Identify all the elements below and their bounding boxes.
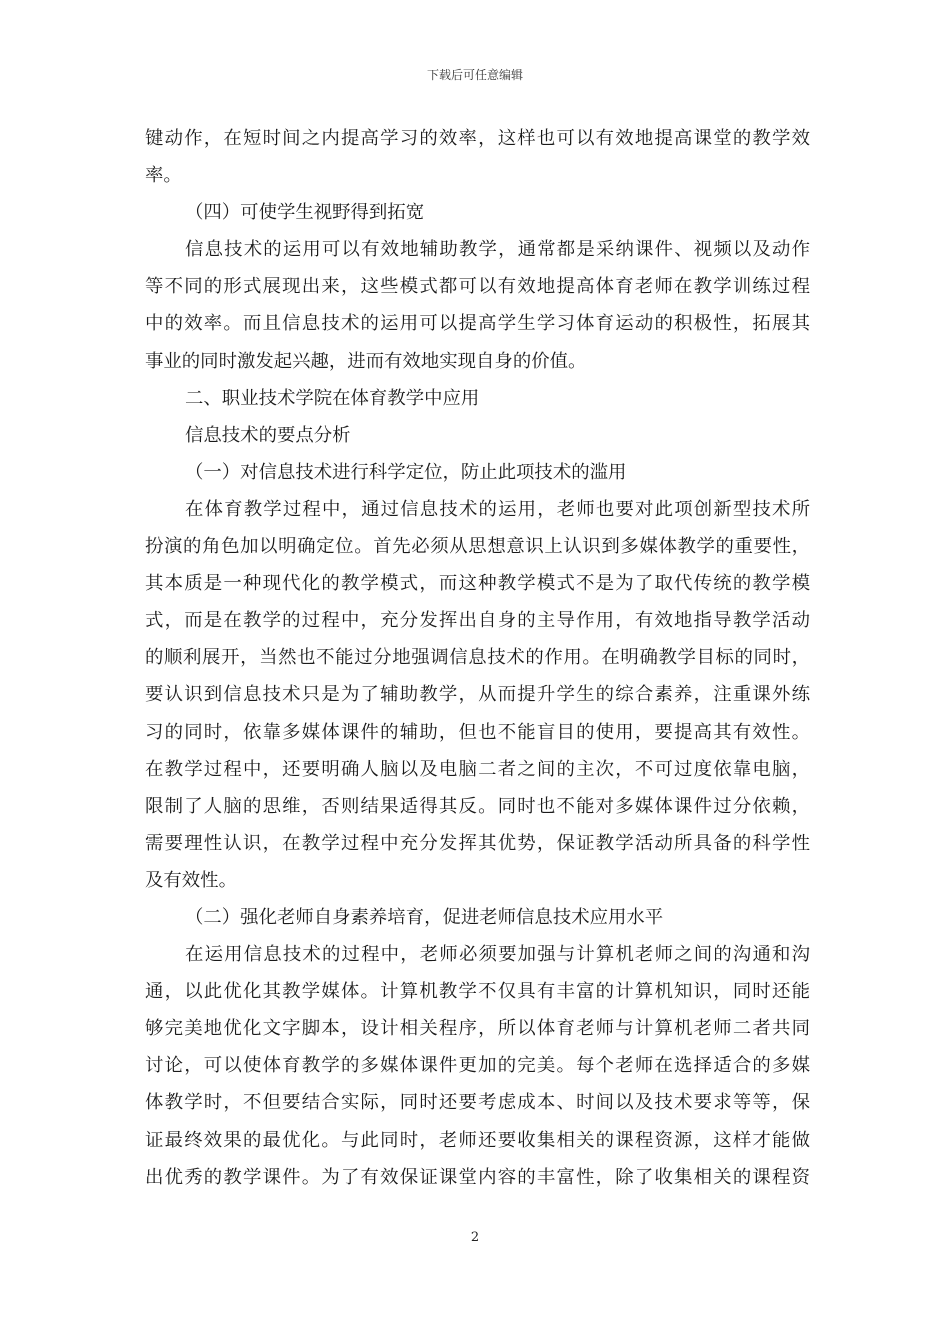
text-line: 出优秀的教学课件。为了有效保证课堂内容的丰富性，除了收集相关的课程资 [145, 1166, 810, 1188]
text-line: 要认识到信息技术只是为了辅助教学，从而提升学生的综合素养，注重课外练 [145, 684, 810, 706]
text-line: 率。 [145, 165, 182, 187]
text-line: （二）强化老师自身素养培育，促进老师信息技术应用水平 [185, 906, 664, 928]
text-line: 够完美地优化文字脚本，设计相关程序，所以体育老师与计算机老师二者共同 [145, 1018, 810, 1040]
page-header: 下载后可任意编辑 [426, 68, 523, 82]
text-line: 在运用信息技术的过程中，老师必须要加强与计算机老师之间的沟通和沟 [185, 944, 810, 966]
text-line: （四）可使学生视野得到拓宽 [185, 202, 425, 224]
text-line: 在教学过程中，还要明确人脑以及电脑二者之间的主次，不可过度依靠电脑， [145, 758, 810, 780]
text-line: 键动作，在短时间之内提高学习的效率，这样也可以有效地提高课堂的教学效 [145, 128, 810, 149]
text-line: 在体育教学过程中，通过信息技术的运用，老师也要对此项创新型技术所 [185, 498, 810, 520]
text-line: 讨论，可以使体育教学的多媒体课件更加的完美。每个老师在选择适合的多媒 [145, 1055, 810, 1077]
text-line: 的顺利展开，当然也不能过分地强调信息技术的作用。在明确教学目标的同时， [145, 647, 810, 669]
text-line: 习的同时，依靠多媒体课件的辅助，但也不能盲目的使用，要提高其有效性。 [145, 721, 810, 743]
text-line: 扮演的角色加以明确定位。首先必须从思想意识上认识到多媒体教学的重要性， [145, 536, 810, 558]
text-line: 中的效率。而且信息技术的运用可以提高学生学习体育运动的积极性，拓展其 [145, 313, 810, 335]
text-line: 需要理性认识，在教学过程中充分发挥其优势，保证教学活动所具备的科学性 [145, 832, 810, 854]
text-line: 通，以此优化其教学媒体。计算机教学不仅具有丰富的计算机知识，同时还能 [145, 981, 810, 1003]
text-line: 二、职业技术学院在体育教学中应用 [185, 387, 480, 409]
text-line: 信息技术的要点分析 [185, 424, 351, 446]
document-body [145, 120, 810, 1196]
text-line: （一）对信息技术进行科学定位，防止此项技术的滥用 [185, 461, 627, 483]
text-line: 限制了人脑的思维，否则结果适得其反。同时也不能对多媒体课件过分依赖， [145, 795, 810, 817]
text-line: 证最终效果的最优化。与此同时，老师还要收集相关的课程资源，这样才能做 [145, 1129, 810, 1151]
text-line: 式，而是在教学的过程中，充分发挥出自身的主导作用，有效地指导教学活动 [145, 610, 810, 632]
text-line: 等不同的形式展现出来，这些模式都可以有效地提高体育老师在教学训练过程 [145, 276, 810, 298]
text-line: 及有效性。 [145, 869, 237, 891]
text-line: 其本质是一种现代化的教学模式，而这种教学模式不是为了取代传统的教学模 [145, 573, 810, 595]
text-line: 信息技术的运用可以有效地辅助教学，通常都是采纳课件、视频以及动作 [185, 239, 810, 261]
page-number: 2 [470, 1230, 480, 1245]
text-line: 体教学时，不但要结合实际，同时还要考虑成本、时间以及技术要求等等，保 [145, 1092, 810, 1114]
text-line: 事业的同时激发起兴趣，进而有效地实现自身的价值。 [145, 350, 587, 372]
